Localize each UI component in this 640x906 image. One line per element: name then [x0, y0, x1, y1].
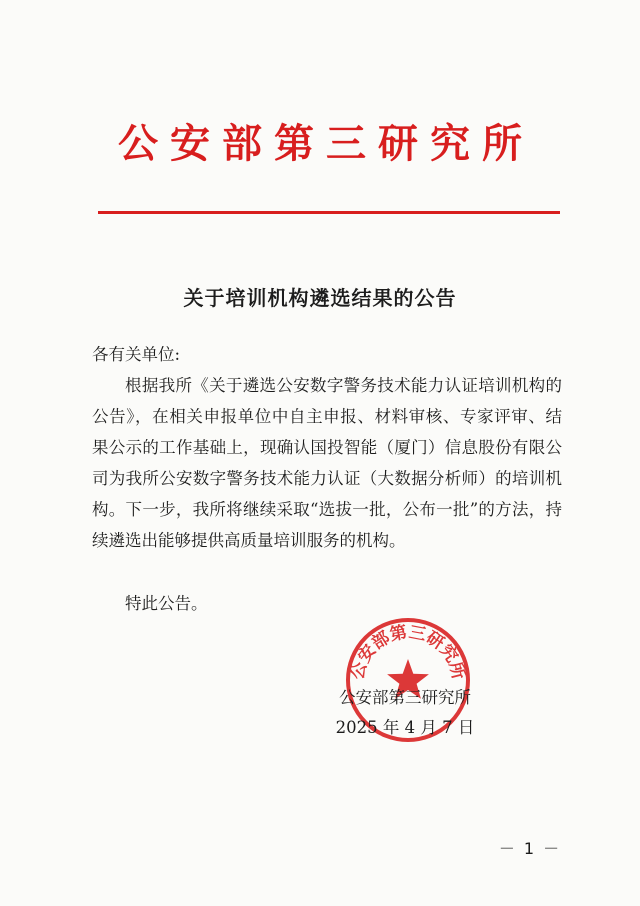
seal-text-path: 公安部第三研究所 [347, 622, 469, 682]
page-number: － 1 － [498, 839, 562, 858]
closing-line: 特此公告。 [125, 594, 208, 613]
signature-date: 2025 年 4 月 7 日 [335, 718, 475, 737]
letterhead-divider [98, 211, 560, 214]
letterhead-title: 公安部第三研究所 [118, 120, 534, 167]
document-title: 关于培训机构遴选结果的公告 [183, 286, 457, 310]
body-paragraph: 根据我所《关于遴选公安数字警务技术能力认证培训机构的公告》，在相关申报单位中自主申报、材料审核、专家评审、结果公示的工作基础上，现确认国投智能（厦门）信息股份有限公司为我所公安数字警务技术能力认证（大数据分析师）的培训机构。下一步，我所将继续采取“选拔一批，公布一批”的方法，持续遴选出能够提供高质量培训服务的机构。 [92, 376, 562, 550]
salutation: 各有关单位: [92, 345, 181, 364]
signature-organization: 公安部第三研究所 [339, 688, 471, 707]
